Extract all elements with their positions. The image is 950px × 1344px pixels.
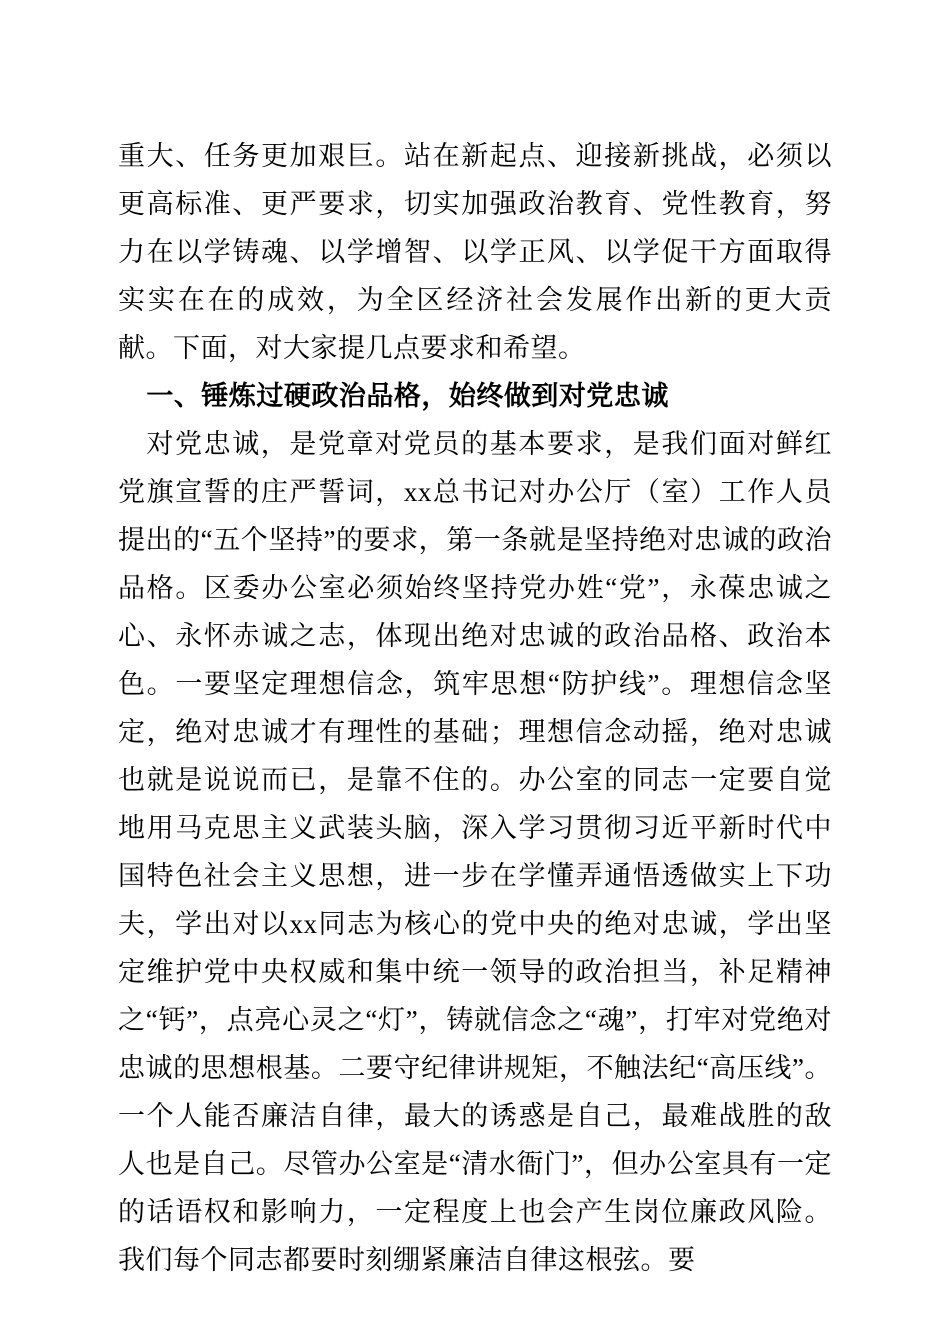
- paragraph: 对党忠诚，是党章对党员的基本要求，是我们面对鲜红党旗宣誓的庄严誓词，xx总书记对办公厅（室）工作人员提出的“五个坚持”的要求，第一条就是坚持绝对忠诚的政治品格。区委办公室必须始终坚持党办姓“党”，永葆忠诚之心、永怀赤诚之志，体现出绝对忠诚的政治品格、政治本色。一要坚定理想信念，筑牢思想“防护线”。理想信念坚定，绝对忠诚才有理性的基础；理想信念动摇，绝对忠诚也就是说说而已，是靠不住的。办公室的同志一定要自觉地用马克思主义武装头脑，深入学习贯彻习近平新时代中国特色社会主义思想，进一步在学懂弄通悟透做实上下功夫，学出对以xx同志为核心的党中央的绝对忠诚，学出坚定维护党中央权威和集中统一领导的政治担当，补足精神之“钙”，点亮心灵之“灯”，铸就信念之“魂”，打牢对党绝对忠诚的思想根基。二要守纪律讲规矩，不触法纪“高压线”。一个人能否廉洁自律，最大的诱惑是自己，最难战胜的敌人也是自己。尽管办公室是“清水衙门”，但办公室具有一定的话语权和影响力，一定程度上也会产生岗位廉政风险。我们每个同志都要时刻绷紧廉洁自律这根弦。要: [118, 429, 832, 1275]
- document-content: [118, 132, 832, 1284]
- section-heading: 一、锤炼过硬政治品格，始终做到对党忠诚: [146, 381, 669, 411]
- paragraph: 重大、任务更加艰巨。站在新起点、迎接新挑战，必须以更高标准、更严要求，切实加强政治教育、党性教育，努力在以学铸魂、以学增智、以学正风、以学促干方面取得实实在在的成效，为全区经济社会发展作出新的更大贡献。下面，对大家提几点要求和希望。: [118, 141, 832, 363]
